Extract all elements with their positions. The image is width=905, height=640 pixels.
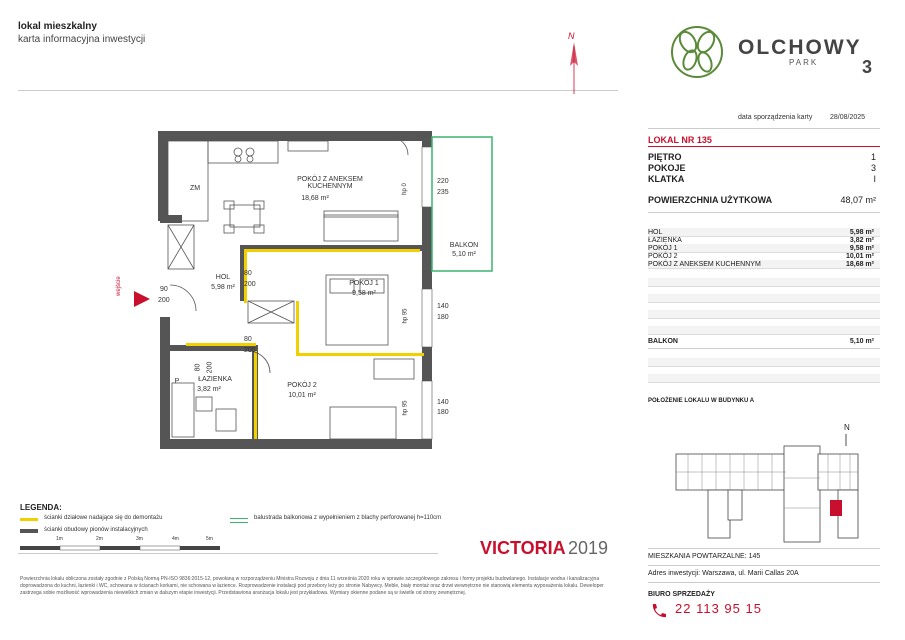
repeat-divider — [648, 565, 880, 566]
compass-n: N — [568, 31, 575, 41]
room-name-balcony: BALKON — [449, 242, 479, 249]
date-value: 28/08/2025 — [830, 114, 866, 121]
dim-entry-w: 90 — [160, 286, 168, 293]
prop-label-staircase: KLATKA — [648, 174, 685, 184]
empty-row — [648, 310, 880, 319]
balcony-divider — [648, 348, 880, 349]
room-value-room2: 10,01 m² — [845, 253, 874, 260]
card-title: lokal mieszkalny — [18, 21, 97, 32]
scale-3m: 3m — [136, 536, 143, 542]
room-area-balcony: 5,10 m² — [452, 251, 476, 258]
logo-park: PARK — [789, 58, 819, 67]
dim-window1-h: 235 — [437, 189, 449, 196]
prop-value-rooms: 3 — [870, 163, 876, 173]
phone-icon — [650, 602, 666, 618]
entry-label: wejście — [116, 276, 122, 296]
room-label-living: POKÓJ Z ANEKSEM KUCHENNYM — [648, 261, 761, 268]
sales-phone[interactable]: 22 113 95 15 — [675, 601, 762, 616]
address-divider — [648, 582, 880, 583]
dim-window2-h: 180 — [437, 314, 449, 321]
prop-value-floor: 1 — [870, 152, 876, 162]
zm-label: ZM — [189, 185, 201, 192]
location-title: POŁOŻENIE LOKALU W BUDYNKU A — [648, 398, 755, 404]
room-area-room1: 9,58 m² — [352, 290, 376, 297]
empty-row — [648, 278, 880, 287]
room-label-bath: ŁAZIENKA — [648, 237, 682, 244]
dim-window3-h: 180 — [437, 409, 449, 416]
legend-swatch-demont — [20, 518, 38, 521]
logo-number: 3 — [862, 57, 873, 77]
card-subtitle: karta informacyjna inwestycji — [18, 34, 146, 45]
balcony-label: BALKON — [648, 338, 678, 345]
room-area-hall: 5,98 m² — [211, 284, 235, 291]
dim-bath-door-h: 200 — [206, 361, 214, 374]
date-label: data sporządzenia karty — [738, 114, 813, 121]
meta-divider — [648, 128, 880, 129]
area-divider — [648, 212, 880, 213]
prop-label-floor: PIĘTRO — [648, 152, 682, 162]
disclaimer-text: Powierzchnia lokalu obliczona zostały zgodnie z Polską Normą PN-ISO 9836:2015-12, powołaną w rozporządzeniu Ministra Rozwoju z dnia 11 września 2020 roku w sprawie szczegółowego zakresu i formy projektu budowlanego. Instalacje wodna i kanalizacyjna doprowadzona do kuchni, łazienki i WC, schowana w ścianach korkami, nie schowana w łazience. Rozprowadzenie instalacji pod przebory leży po stronie Nabywcy. Meble, biały montaż oraz drzwi wewnętrzne nie stanowią elementu wyposażenia lokalu. Deweloper zastrzega sobie możliwość wprowadzenia niewielkich zmian w dalszym etapie inwestycji. Przedstawiona aranżacja lokalu jest przykładowa. Wymiary okienne podane są w świetle od strony zewnętrznej. — [20, 576, 604, 596]
logo-name: OLCHOWY — [738, 36, 862, 59]
legend-divider — [18, 553, 438, 554]
empty-row — [648, 374, 880, 383]
building-location-map — [668, 418, 878, 548]
room-name-bath: ŁAZIENKA — [198, 376, 232, 383]
legend-title: LEGENDA: — [20, 503, 62, 512]
address: Adres inwestycji: Warszawa, ul. Marii Callas 20A — [648, 570, 799, 577]
prop-label-rooms: POKOJE — [648, 163, 686, 173]
victoria-year: 2019 — [568, 538, 609, 558]
compass-icon — [560, 28, 590, 98]
room-value-hall: 5,98 m² — [849, 229, 874, 236]
dim-entry-h: 200 — [158, 297, 170, 304]
legend-swatch-balustrada — [230, 518, 248, 523]
legend-item-balustrada: balustrada balkonowa z wypełnieniem z blachy perforowanej h=110cm — [254, 515, 442, 521]
empty-row — [648, 326, 880, 335]
scale-4m: 4m — [172, 536, 179, 542]
room-area-room2: 10,01 m² — [288, 392, 316, 399]
room-label-room1: POKÓJ 1 — [648, 245, 678, 252]
room-label-room2: POKÓJ 2 — [648, 253, 678, 260]
empty-row — [648, 294, 880, 303]
area-label: POWIERZCHNIA UŻYTKOWA — [648, 195, 773, 205]
scale-2m: 2m — [96, 536, 103, 542]
balcony-value: 5,10 m² — [849, 338, 874, 345]
room-name-living: POKÓJ Z ANEKSEM KUCHENNYM — [297, 176, 363, 190]
unit-number: LOKAL NR 135 — [648, 135, 712, 145]
unit-title-underline — [648, 146, 880, 147]
header-divider — [18, 90, 618, 91]
olchowy-leaf-logo-icon — [664, 24, 730, 80]
room-value-living: 18,68 m² — [845, 261, 874, 268]
room-area-bath: 3,82 m² — [197, 386, 221, 393]
victoria-brand: VICTORIA — [480, 538, 566, 558]
dim-window3-w: 140 — [437, 399, 449, 406]
dim-bath-door-w: 80 — [194, 363, 202, 372]
hp-window2: hp 95 — [402, 308, 409, 324]
dim-door1-w: 80 — [244, 270, 252, 277]
room-name-room1: POKÓJ 1 — [349, 280, 379, 287]
location-divider — [648, 548, 880, 549]
dim-door1-h: 200 — [244, 281, 256, 288]
dim-door2-h: 200 — [244, 347, 256, 354]
p-label: P — [174, 378, 180, 385]
scale-1m: 1m — [56, 536, 63, 542]
dim-window2-w: 140 — [437, 303, 449, 310]
room-value-bath: 3,82 m² — [849, 237, 874, 244]
area-value: 48,07 m² — [840, 195, 876, 205]
scale-bar — [20, 536, 220, 552]
legend-swatch-piony — [20, 529, 38, 533]
hp-window3: hp 95 — [402, 400, 409, 416]
room-name-hall: HOL — [215, 274, 231, 281]
dim-door2-w: 80 — [244, 336, 252, 343]
dim-window1-w: 220 — [437, 178, 449, 185]
repeat-units: MIESZKANIA POWTARZALNE: 145 — [648, 553, 761, 560]
room-value-room1: 9,58 m² — [849, 245, 874, 252]
svg-text:N: N — [844, 423, 850, 432]
room-area-living: 18,68 m² — [301, 195, 329, 202]
prop-value-staircase: I — [873, 174, 876, 184]
legend-item-piony: ścianki obudowy pionów instalacyjnych — [44, 527, 148, 533]
sales-office-label: BIURO SPRZEDAŻY — [648, 591, 715, 598]
legend-item-demont: ścianki działowe nadające się do demontażu — [44, 515, 163, 521]
scale-5m: 5m — [206, 536, 213, 542]
hp-window1: hp 0 — [401, 183, 408, 195]
room-name-room2: POKÓJ 2 — [287, 382, 317, 389]
room-label-hall: HOL — [648, 229, 663, 236]
empty-row — [648, 358, 880, 367]
